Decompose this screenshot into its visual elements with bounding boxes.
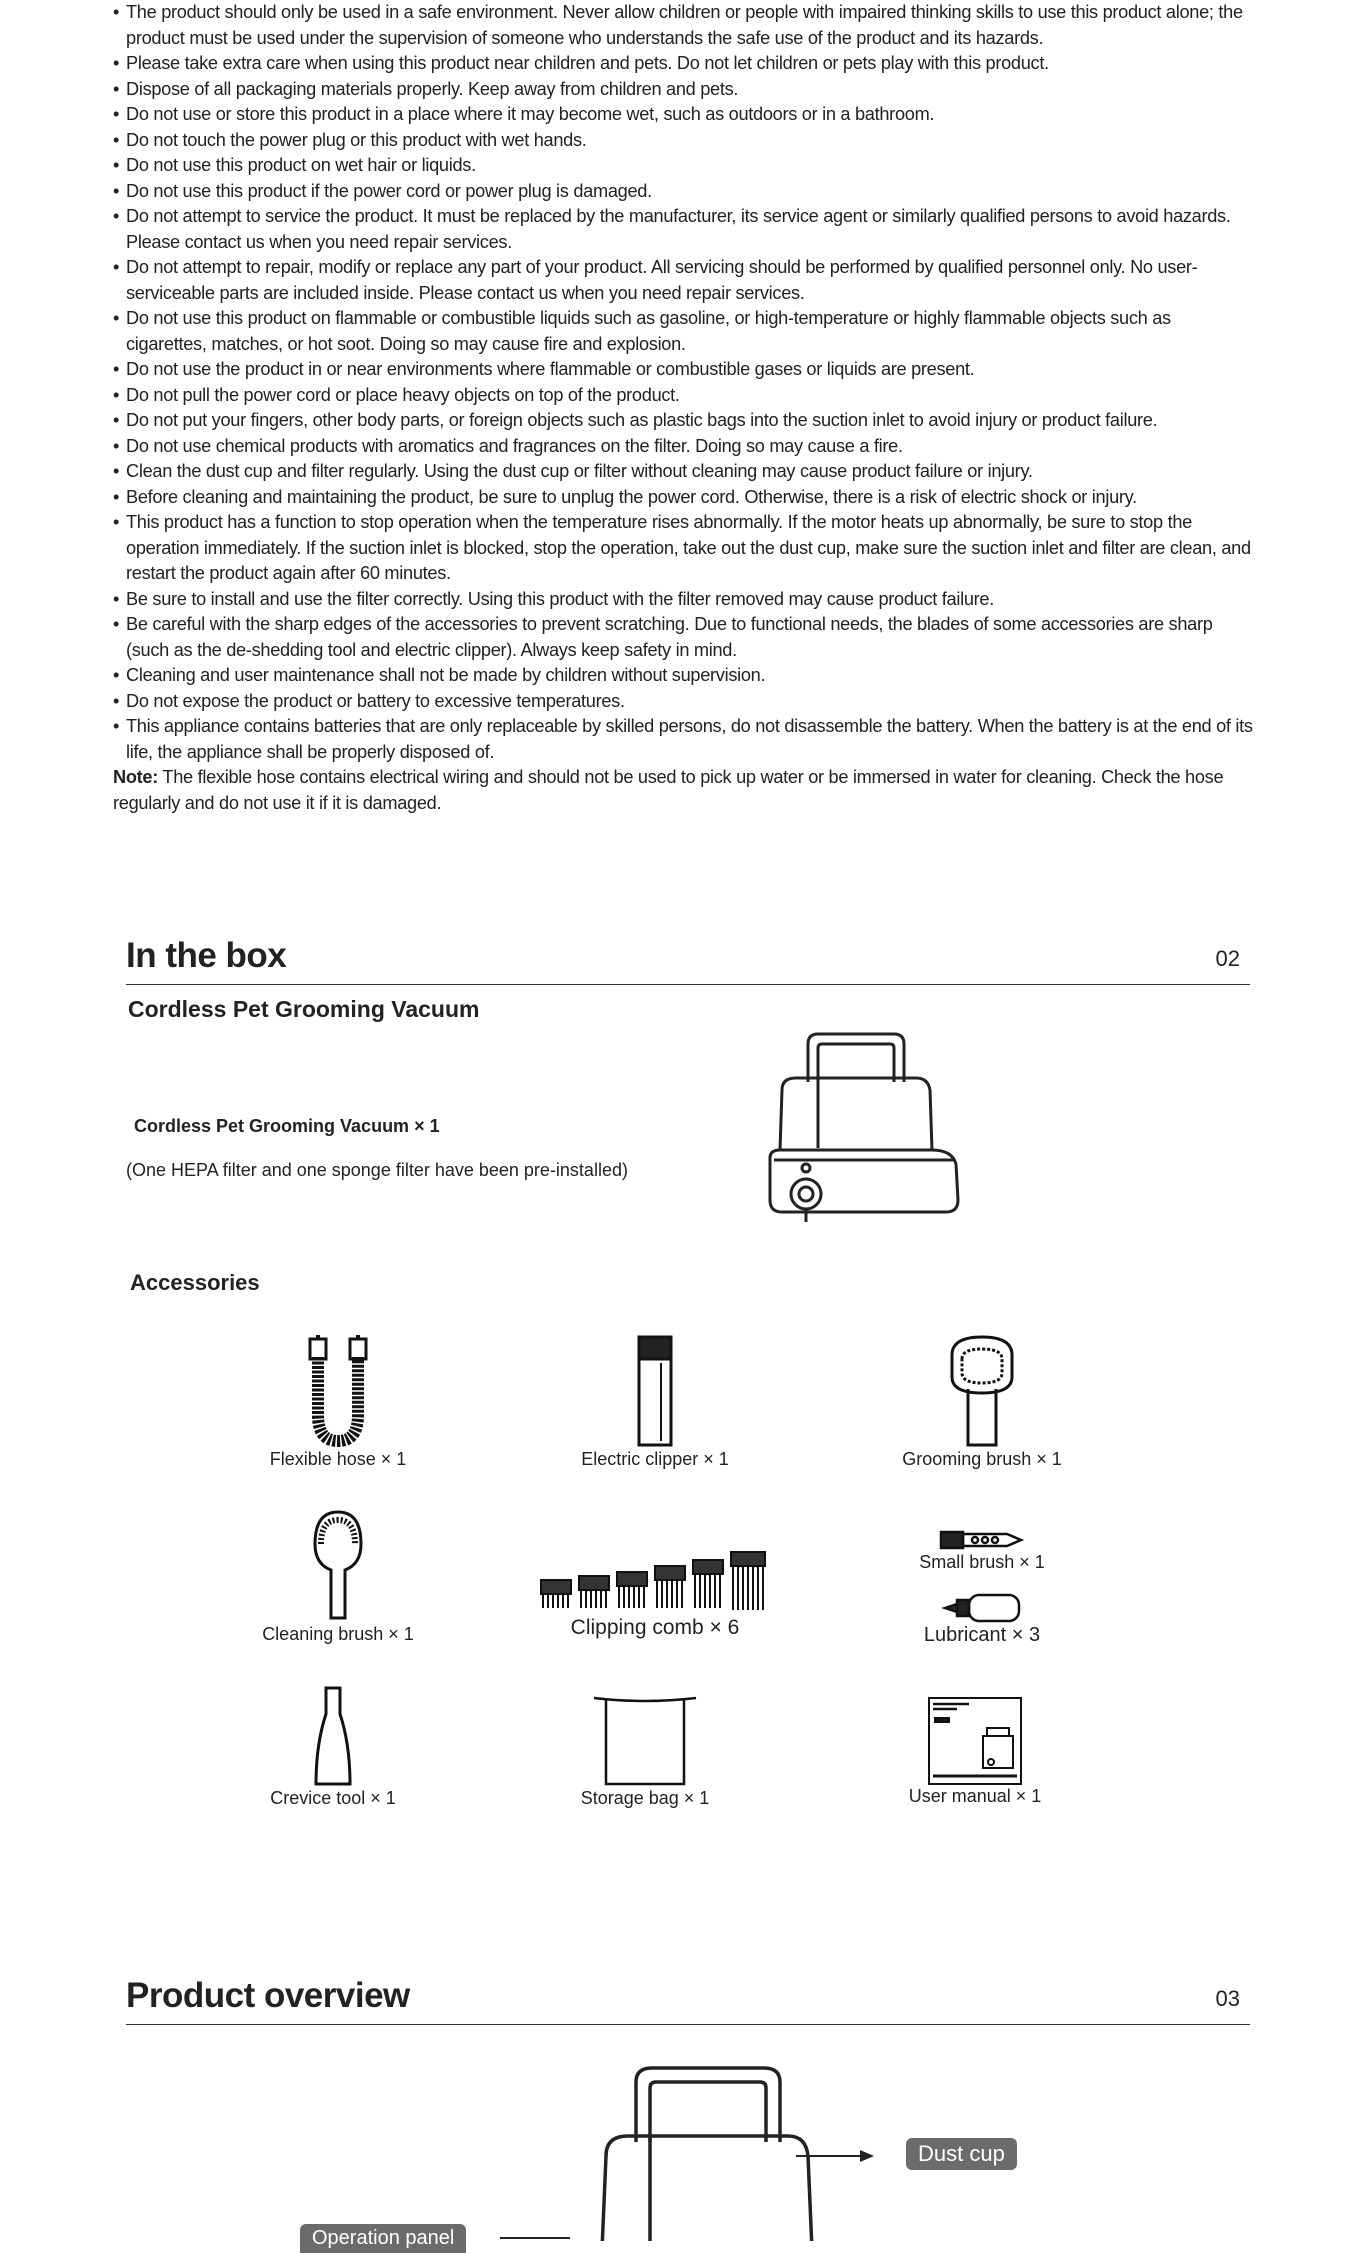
in-the-box-page-number: 02 [1215,946,1240,971]
safety-list [113,0,1253,765]
flexible-hose-label: Flexible hose × 1 [269,1449,407,1469]
lubricant-label: Lubricant × 3 [923,1624,1041,1646]
safety-item: • Do not attempt to service the product. It must be replaced by the manufacturer, its service agent or similarly qualified persons to avoid hazards. Please contact us when you need repair services. [113,204,1253,255]
safety-item: • Clean the dust cup and filter regularly. Using the dust cup or filter without cleaning may cause product failure or injury. [113,459,1253,485]
storage-bag-icon [590,1694,700,1788]
accessory-crevice-tool [183,1684,483,1809]
overview-vacuum-illustration [570,2060,870,2241]
accessory-lubricant [832,1592,1132,1647]
accessory-small-brush [832,1528,1132,1573]
safety-instructions [113,0,1253,816]
safety-item: • Do not use chemical products with aromatics and fragrances on the filter. Doing so may cause a fire. [113,434,1253,460]
safety-item: • Do not expose the product or battery to excessive temperatures. [113,689,1253,715]
safety-item: • Please take extra care when using this product near children and pets. Do not let children or pets play with this product. [113,51,1253,77]
small-brush-icon [937,1528,1027,1552]
accessories-heading: Accessories [130,1270,260,1295]
safety-item: • The product should only be used in a safe environment. Never allow children or people with impaired thinking skills to use this product alone; the product must be used under the supervision of someone who understands the safe use of the product and its hazards. [113,0,1253,51]
safety-item: • Cleaning and user maintenance shall not be made by children without supervision. [113,663,1253,689]
flexible-hose-icon [298,1333,378,1449]
safety-item: • Be sure to install and use the filter correctly. Using this product with the filter removed may cause product failure. [113,587,1253,613]
lubricant-icon [937,1592,1027,1624]
storage-bag-label: Storage bag × 1 [580,1788,710,1808]
safety-item: • Do not use this product if the power cord or power plug is damaged. [113,179,1253,205]
accessory-grooming-brush [832,1333,1132,1470]
note-label: Note: [113,767,158,787]
grooming-brush-label: Grooming brush × 1 [902,1449,1062,1469]
accessory-clipping-comb [505,1550,805,1640]
accessory-flexible-hose [188,1333,488,1470]
product-overview-title: Product overview [126,1976,410,2015]
safety-item: • This appliance contains batteries that are only replaceable by skilled persons, do not disassemble the battery. When the battery is at the end of its life, the appliance shall be properly disposed of. [113,714,1253,765]
accessory-user-manual [825,1696,1125,1807]
safety-item: • Be careful with the sharp edges of the accessories to prevent scratching. Due to functional needs, the blades of some accessories are sharp (such as the de-shedding tool and electric clipper). Always keep safety in mind. [113,612,1253,663]
clipping-comb-label: Clipping comb × 6 [570,1616,740,1639]
safety-item: • Before cleaning and maintaining the product, be sure to unplug the power cord. Otherwise, there is a risk of electric shock or injury. [113,485,1253,511]
product-line: Cordless Pet Grooming Vacuum × 1 [134,1116,440,1136]
note-text: The flexible hose contains electrical wiring and should not be used to pick up water or be immersed in water for cleaning. Check the hose regularly and do not use it if it is damaged. [113,767,1224,813]
vacuum-illustration [760,1030,970,1230]
user-manual-label: User manual × 1 [908,1786,1042,1806]
crevice-tool-icon [308,1684,358,1788]
product-sub: (One HEPA filter and one sponge filter have been pre-installed) [126,1160,628,1180]
dust-cup-arrow-icon [860,2148,874,2164]
safety-item: • This product has a function to stop operation when the temperature rises abnormally. If the motor heats up abnormally, be sure to stop the operation immediately. If the suction inlet is blocked, stop the operation, take out the dust cup, make sure the suction inlet and filter are clean, and restart the product again after 60 minutes. [113,510,1253,587]
product-overview-page-number: 03 [1215,1986,1240,2011]
safety-item: • Do not pull the power cord or place heavy objects on top of the product. [113,383,1253,409]
dust-cup-callout: Dust cup [906,2138,1017,2170]
product-heading: Cordless Pet Grooming Vacuum [128,996,480,1022]
accessory-electric-clipper [505,1333,805,1470]
safety-item: • Do not attempt to repair, modify or replace any part of your product. All servicing should be performed by qualified personnel only. No user-serviceable parts are included inside. Please contact us when you need repair services. [113,255,1253,306]
electric-clipper-icon [625,1333,685,1449]
operation-panel-pointer [500,2230,570,2241]
safety-item: • Do not use the product in or near environments where flammable or combustible gases or liquids are present. [113,357,1253,383]
safety-item: • Do not use this product on wet hair or liquids. [113,153,1253,179]
accessory-cleaning-brush [188,1508,488,1645]
safety-item: • Do not touch the power plug or this product with wet hands. [113,128,1253,154]
grooming-brush-icon [942,1333,1022,1449]
cleaning-brush-icon [303,1508,373,1624]
electric-clipper-label: Electric clipper × 1 [581,1449,729,1469]
cleaning-brush-label: Cleaning brush × 1 [262,1624,414,1644]
safety-item: • Dispose of all packaging materials properly. Keep away from children and pets. [113,77,1253,103]
accessory-storage-bag [495,1694,795,1809]
safety-item: • Do not put your fingers, other body parts, or foreign objects such as plastic bags into the suction inlet to avoid injury or product failure. [113,408,1253,434]
user-manual-icon [927,1696,1023,1786]
operation-panel-callout: Operation panel [300,2224,466,2253]
product-overview-header [126,1976,1250,2025]
crevice-tool-label: Crevice tool × 1 [270,1788,396,1808]
clipping-comb-icon [539,1550,771,1616]
in-the-box-header [126,936,1250,985]
in-the-box-title: In the box [126,936,287,975]
safety-item: • Do not use this product on flammable or combustible liquids such as gasoline, or high-temperature or highly flammable objects such as cigarettes, matches, or hot soot. Doing so may cause fire and explosion. [113,306,1253,357]
safety-note [113,765,1253,816]
safety-item: • Do not use or store this product in a place where it may become wet, such as outdoors or in a bathroom. [113,102,1253,128]
small-brush-label: Small brush × 1 [919,1552,1045,1572]
